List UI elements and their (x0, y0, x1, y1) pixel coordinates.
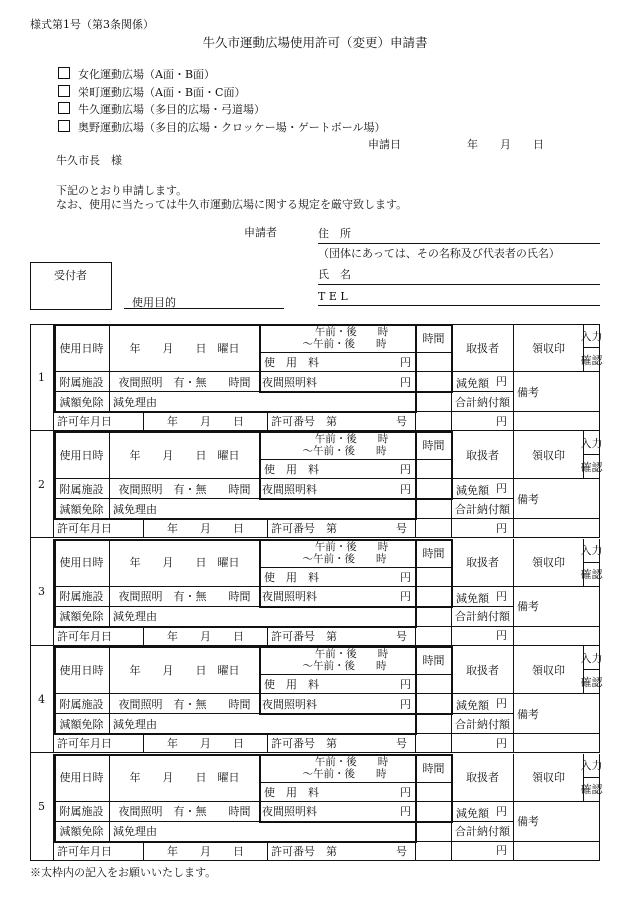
permit-number-label: 許可番号 第 (271, 415, 337, 428)
permit-date-value: 年 月 日 (144, 627, 268, 646)
yen-unit: 円 (400, 805, 411, 819)
night-light-input[interactable]: 夜間照明 有・無 時間 (110, 694, 260, 714)
use-time-input[interactable] (260, 431, 416, 460)
checkbox-icon[interactable] (58, 85, 70, 97)
am-pm-start: 午前・後 時 (314, 540, 389, 553)
total-paid-value (452, 842, 514, 861)
application-block (30, 324, 603, 431)
application-block (30, 754, 603, 861)
handler-label: 取扱者 (452, 539, 514, 587)
permit-spacer (416, 842, 452, 861)
permit-date-label: 許可年月日 (54, 627, 144, 646)
permit-number-label: 許可番号 第 (271, 629, 337, 643)
yen-unit: 円 (496, 804, 507, 818)
block-number: 5 (30, 754, 54, 861)
night-light-fee-input[interactable] (260, 587, 416, 607)
am-pm-end: ～午前・後 時 (302, 445, 387, 458)
number-suffix: 号 (396, 737, 407, 751)
yen-unit: 円 (496, 482, 507, 496)
permit-number-value (268, 842, 416, 861)
form-title: 牛久市運動広場使用許可（変更）申請書 (202, 35, 428, 50)
yen-unit: 円 (496, 736, 507, 750)
use-date-label: 使用日時 (54, 754, 110, 802)
use-date-input[interactable]: 年 月 日 曜日 (110, 646, 260, 694)
annex-label: 附属施設 (54, 587, 110, 607)
input-check: 入力 (584, 539, 600, 563)
total-paid-value (452, 519, 514, 538)
yen-unit: 円 (496, 629, 507, 643)
remarks-lower (514, 412, 600, 431)
am-pm-start: 午前・後 時 (314, 755, 389, 768)
usage-fee-spacer (416, 783, 452, 802)
night-fee-spacer (416, 694, 452, 714)
facility-item[interactable]: 女化運動広場（A面・B面） (58, 66, 386, 84)
annex-label: 附属施設 (54, 479, 110, 499)
usage-fee-label: 使 用 料 (264, 785, 319, 799)
reduction-amount-label: 減免額 (456, 484, 489, 498)
remarks-lower (514, 734, 600, 753)
yen-unit: 円 (400, 375, 411, 389)
use-time-input[interactable] (260, 324, 416, 353)
usage-fee-spacer (416, 568, 452, 587)
number-suffix: 号 (396, 629, 407, 643)
intro-line: なお、使用に当たっては牛久市運動広場に関する規定を厳守致します。 (56, 198, 408, 211)
checkbox-icon[interactable] (58, 120, 70, 132)
facility-item[interactable]: 牛久運動広場（多目的広場・弓道場） (58, 101, 386, 119)
addressee: 牛久市長 様 (56, 154, 122, 167)
permit-spacer (416, 412, 452, 431)
total-paid-label: 合計納付額 (452, 822, 514, 842)
handler-label: 取扱者 (452, 754, 514, 802)
am-pm-start: 午前・後 時 (314, 433, 389, 446)
use-date-input[interactable]: 年 月 日 曜日 (110, 539, 260, 587)
remarks-box: 備考 (514, 372, 600, 412)
exemption-spacer (416, 499, 452, 519)
application-block (30, 646, 603, 753)
yen-unit: 円 (400, 570, 411, 584)
receipt-stamp-box: 領収印 (514, 431, 584, 479)
yen-unit: 円 (400, 356, 411, 369)
confirm-check: 確認 (584, 563, 600, 587)
exemption-spacer (416, 714, 452, 734)
remarks-box: 備考 (514, 587, 600, 627)
yen-unit: 円 (496, 521, 507, 535)
exemption-spacer (416, 392, 452, 412)
purpose-label: 使用目的 (132, 296, 176, 309)
am-pm-end: ～午前・後 時 (302, 338, 387, 350)
night-fee-spacer (416, 479, 452, 499)
input-check: 入力 (584, 646, 600, 670)
night-light-fee-label: 夜間照明料 (262, 375, 317, 389)
address-field[interactable]: 住 所 (318, 224, 600, 244)
block-number: 2 (30, 431, 54, 538)
night-light-fee-input[interactable] (260, 479, 416, 499)
purpose-field[interactable] (124, 308, 284, 309)
yen-unit: 円 (400, 785, 411, 799)
use-time-input[interactable] (260, 754, 416, 783)
input-check: 入力 (584, 324, 600, 348)
application-block (30, 539, 603, 646)
yen-unit: 円 (400, 590, 411, 604)
night-light-fee-label: 夜間照明料 (262, 590, 317, 604)
facility-item[interactable]: 栄町運動広場（A面・B面・C面） (58, 84, 386, 102)
exemption-spacer (416, 607, 452, 627)
applicant-label: 申請者 (244, 226, 277, 239)
total-paid-label: 合計納付額 (452, 499, 514, 519)
permit-number-value (268, 412, 416, 431)
night-light-input[interactable]: 夜間照明 有・無 時間 (110, 372, 260, 392)
usage-fee-label: 使 用 料 (264, 570, 319, 584)
hours-label: 時間 (416, 646, 452, 675)
am-pm-end: ～午前・後 時 (302, 767, 387, 780)
receipt-stamp-box: 領収印 (514, 754, 584, 802)
annex-label: 附属施設 (54, 372, 110, 392)
remarks-lower (514, 842, 600, 861)
exemption-label: 減額免除 (54, 822, 110, 842)
yen-unit: 円 (496, 844, 507, 858)
usage-fee-spacer (416, 353, 452, 372)
checkbox-icon[interactable] (58, 67, 70, 79)
confirm-check: 確認 (584, 778, 600, 802)
receipt-stamp-box: 領収印 (514, 646, 584, 694)
yen-unit: 円 (400, 697, 411, 711)
total-paid-value (452, 734, 514, 753)
night-light-fee-label: 夜間照明料 (262, 697, 317, 711)
usage-fee-label: 使 用 料 (264, 678, 319, 692)
facility-list (58, 66, 386, 136)
night-light-input[interactable]: 夜間照明 有・無 時間 (110, 802, 260, 822)
receipt-stamp-box: 領収印 (514, 539, 584, 587)
usage-fee-spacer (416, 675, 452, 694)
block-number: 3 (30, 539, 54, 646)
usage-fee-label: 使 用 料 (264, 356, 319, 369)
application-block (30, 431, 603, 538)
remarks-box: 備考 (514, 694, 600, 734)
night-fee-spacer (416, 372, 452, 392)
usage-fee-input[interactable] (260, 568, 416, 587)
total-paid-label: 合計納付額 (452, 714, 514, 734)
annex-label: 附属施設 (54, 802, 110, 822)
use-date-label: 使用日時 (54, 646, 110, 694)
input-check: 入力 (584, 754, 600, 778)
exemption-reason-input[interactable]: 減免理由 (110, 499, 416, 519)
total-paid-value (452, 412, 514, 431)
use-time-input[interactable] (260, 646, 416, 675)
exemption-reason-input[interactable]: 減免理由 (110, 607, 416, 627)
exemption-label: 減額免除 (54, 607, 110, 627)
usage-fee-input[interactable] (260, 460, 416, 479)
confirm-check: 確認 (584, 348, 600, 372)
name-field[interactable]: 氏 名 (318, 263, 600, 285)
usage-fee-label: 使 用 料 (264, 463, 319, 477)
yen-unit: 円 (496, 697, 507, 711)
exemption-label: 減額免除 (54, 714, 110, 734)
permit-spacer (416, 519, 452, 538)
night-light-fee-input[interactable] (260, 802, 416, 822)
permit-number-value (268, 519, 416, 538)
night-light-fee-input[interactable] (260, 694, 416, 714)
total-paid-label: 合計納付額 (452, 392, 514, 412)
yen-unit: 円 (400, 463, 411, 477)
usage-fee-input[interactable] (260, 675, 416, 694)
am-pm-end: ～午前・後 時 (302, 660, 387, 673)
handler-label: 取扱者 (452, 324, 514, 372)
confirm-check: 確認 (584, 670, 600, 694)
block-number: 1 (30, 324, 54, 431)
remarks-lower (514, 519, 600, 538)
group-note-row: （団体にあっては、その名称及び代表者の氏名） (318, 247, 560, 260)
usage-fee-spacer (416, 460, 452, 479)
night-light-fee-label: 夜間照明料 (262, 805, 317, 819)
hours-label: 時間 (416, 754, 452, 783)
number-suffix: 号 (396, 844, 407, 858)
handler-label: 取扱者 (452, 646, 514, 694)
facility-item[interactable]: 奥野運動広場（多目的広場・クロッケー場・ゲートボール場） (58, 119, 386, 137)
yen-unit: 円 (496, 414, 507, 428)
hours-label: 時間 (416, 324, 452, 353)
permit-spacer (416, 734, 452, 753)
yen-unit: 円 (496, 375, 507, 388)
hours-label: 時間 (416, 431, 452, 460)
am-pm-end: ～午前・後 時 (302, 552, 387, 565)
exemption-reason-input[interactable]: 減免理由 (110, 714, 416, 734)
permit-date-value: 年 月 日 (144, 519, 268, 538)
remarks-box: 備考 (514, 479, 600, 519)
permit-spacer (416, 627, 452, 646)
hours-label: 時間 (416, 539, 452, 568)
handler-label: 取扱者 (452, 431, 514, 479)
reception-label: 受付者 (54, 269, 87, 282)
yen-unit: 円 (400, 482, 411, 496)
exemption-reason-input[interactable]: 減免理由 (110, 392, 416, 412)
permit-number-label: 許可番号 第 (271, 522, 337, 536)
form-code: 様式第1号（第3条関係） (30, 18, 154, 31)
night-light-input[interactable]: 夜間照明 有・無 時間 (110, 479, 260, 499)
permit-date-label: 許可年月日 (54, 412, 144, 431)
use-date-label: 使用日時 (54, 431, 110, 479)
checkbox-icon[interactable] (58, 102, 70, 114)
permit-date-label: 許可年月日 (54, 734, 144, 753)
am-pm-start: 午前・後 時 (314, 648, 389, 661)
reduction-amount-label: 減免額 (456, 806, 489, 820)
night-light-input[interactable]: 夜間照明 有・無 時間 (110, 587, 260, 607)
night-light-fee-label: 夜間照明料 (262, 482, 317, 496)
permit-date-label: 許可年月日 (54, 519, 144, 538)
total-paid-label: 合計納付額 (452, 607, 514, 627)
use-time-input[interactable] (260, 539, 416, 568)
annex-label: 附属施設 (54, 694, 110, 714)
yen-unit: 円 (496, 589, 507, 603)
night-fee-spacer (416, 587, 452, 607)
number-suffix: 号 (396, 415, 407, 428)
remarks-lower (514, 627, 600, 646)
use-date-label: 使用日時 (54, 539, 110, 587)
tel-field[interactable]: T E L (318, 284, 600, 306)
input-check: 入力 (584, 431, 600, 455)
exemption-label: 減額免除 (54, 499, 110, 519)
use-date-label: 使用日時 (54, 324, 110, 372)
night-light-fee-input[interactable] (260, 372, 416, 392)
remarks-box: 備考 (514, 802, 600, 842)
exemption-spacer (416, 822, 452, 842)
confirm-check: 確認 (584, 455, 600, 479)
permit-date-label: 許可年月日 (54, 842, 144, 861)
usage-fee-input[interactable] (260, 353, 416, 372)
night-fee-spacer (416, 802, 452, 822)
permit-number-label: 許可番号 第 (271, 737, 337, 751)
yen-unit: 円 (400, 678, 411, 692)
permit-date-value: 年 月 日 (144, 734, 268, 753)
receipt-stamp-box: 領収印 (514, 324, 584, 372)
use-date-input[interactable]: 年 月 日 曜日 (110, 754, 260, 802)
reduction-amount-label: 減免額 (456, 591, 489, 605)
block-number: 4 (30, 646, 54, 753)
footer-note: ※太枠内の記入をお願いいたします。 (30, 866, 217, 879)
use-date-input[interactable]: 年 月 日 曜日 (110, 431, 260, 479)
permit-number-value (268, 627, 416, 646)
reduction-amount-label: 減免額 (456, 699, 489, 713)
intro-line: 下記のとおり申請します。 (56, 184, 188, 197)
total-paid-value (452, 627, 514, 646)
usage-fee-input[interactable] (260, 783, 416, 802)
application-date[interactable]: 申請日 年 月 日 (368, 138, 544, 151)
reduction-amount-label: 減免額 (456, 377, 489, 390)
use-date-input[interactable]: 年 月 日 曜日 (110, 324, 260, 372)
permit-date-value: 年 月 日 (144, 412, 268, 431)
exemption-reason-input[interactable]: 減免理由 (110, 822, 416, 842)
permit-date-value: 年 月 日 (144, 842, 268, 861)
permit-number-label: 許可番号 第 (271, 844, 337, 858)
permit-number-value (268, 734, 416, 753)
exemption-label: 減額免除 (54, 392, 110, 412)
am-pm-start: 午前・後 時 (314, 326, 389, 338)
number-suffix: 号 (396, 522, 407, 536)
